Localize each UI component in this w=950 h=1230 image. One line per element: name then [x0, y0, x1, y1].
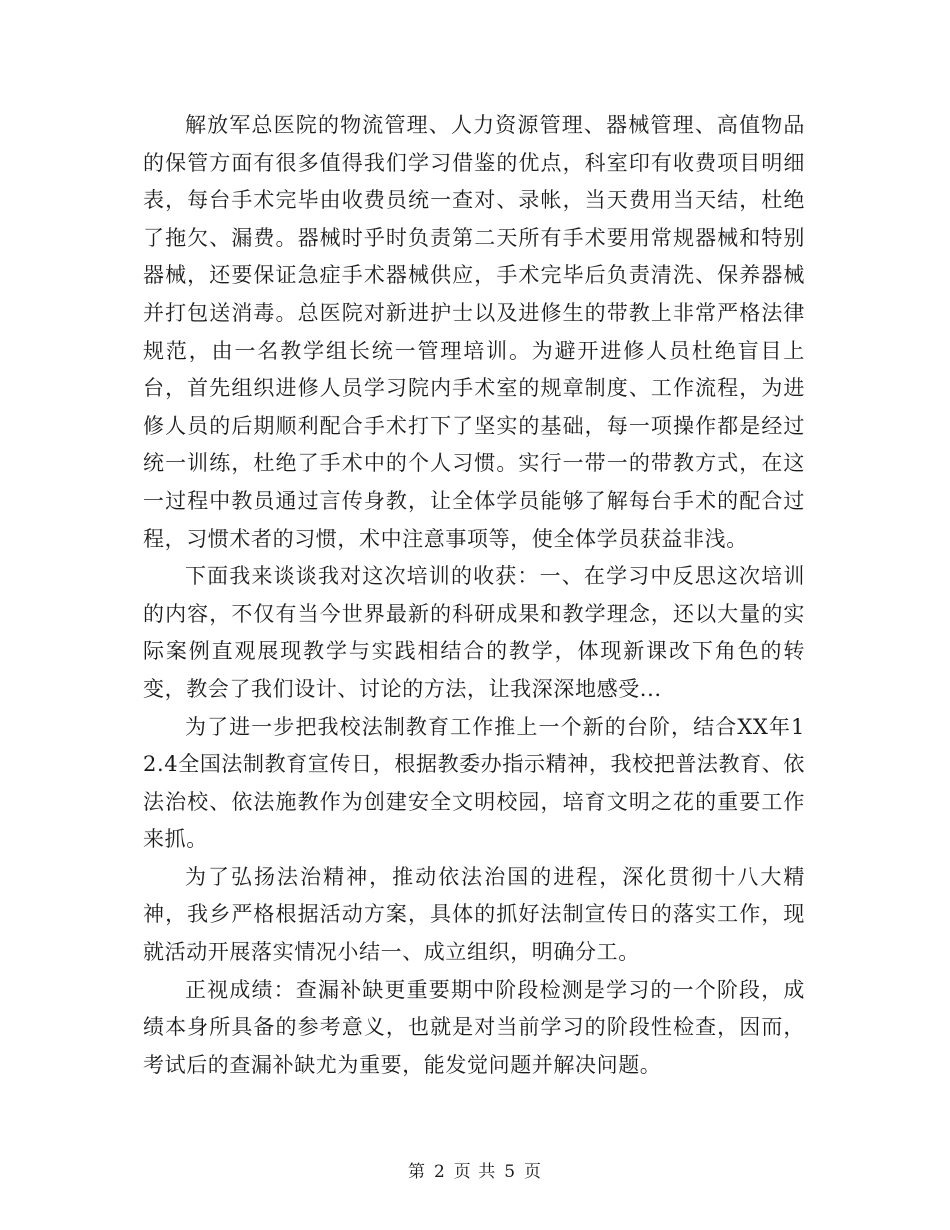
- paragraph-2: 下面我来谈谈我对这次培训的收获：一、在学习中反思这次培训的内容，不仅有当今世界最新的科研成果和教学理念，还以大量的实际案例直观展现教学与实践相结合的教学，体现新课改下角色的转变，教会了我们设计、讨论的方法，让我深深地感受...: [143, 564, 805, 701]
- footer-current-page: 2: [433, 1162, 446, 1182]
- paragraph-1: 解放军总医院的物流管理、人力资源管理、器械管理、高值物品的保管方面有很多值得我们学习借鉴的优点，科室印有收费项目明细表，每台手术完毕由收费员统一查对、录帐，当天费用当天结，杜绝了拖欠、漏费。器械时乎时负责第二天所有手术要用常规器械和特别器械，还要保证急症手术器械供应，手术完毕后负责清洗、保养器械并打包送消毒。总医院对新进护士以及进修生的带教上非常严格法律规范，由一名教学组长统一管理培训。为避开进修人员杜绝盲目上台，首先组织进修人员学习院内手术室的规章制度、工作流程，为进修人员的后期顺利配合手术打下了坚实的基础，每一项操作都是经过统一训练，杜绝了手术中的个人习惯。实行一带一的带教方式，在这一过程中教员通过言传身教，让全体学员能够了解每台手术的配合过程，习惯术者的习惯，术中注意事项等，使全体学员获益非浅。: [143, 113, 805, 551]
- footer-middle: 页 共: [453, 1162, 497, 1182]
- document-body: [143, 107, 805, 1084]
- footer-total-pages: 5: [504, 1162, 517, 1182]
- footer-suffix: 页: [524, 1162, 543, 1182]
- footer-prefix: 第: [407, 1162, 426, 1182]
- paragraph-4: 为了弘扬法治精神，推动依法治国的进程，深化贯彻十八大精神，我乡严格根据活动方案，具体的抓好法制宣传日的落实工作，现就活动开展落实情况小结一、成立组织，明确分工。: [143, 864, 805, 965]
- page-footer: [0, 1157, 950, 1182]
- paragraph-3: 为了进一步把我校法制教育工作推上一个新的台阶，结合XX年12.4全国法制教育宣传日，根据教委办指示精神，我校把普法教育、依法治校、依法施教作为创建安全文明校园，培育文明之花的重要工作来抓。: [143, 714, 805, 852]
- paragraph-5: 正视成绩：查漏补缺更重要期中阶段检测是学习的一个阶段，成绩本身所具备的参考意义，也就是对当前学习的阶段性检查，因而，考试后的查漏补缺尤为重要，能发觉问题并解决问题。: [143, 977, 805, 1077]
